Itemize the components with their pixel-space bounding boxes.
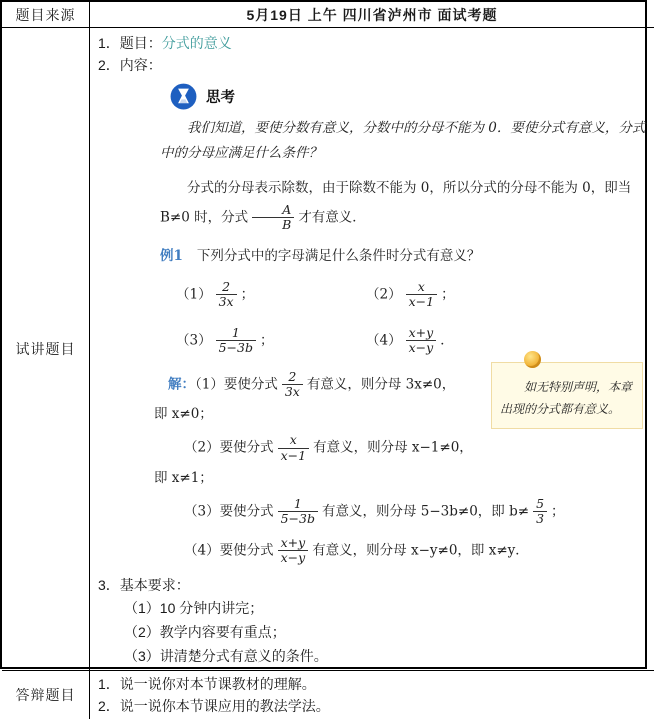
textbook-excerpt — [154, 116, 646, 565]
fraction-x-over-x-1-sol: $\frac{x}{x-1}$ — [278, 433, 309, 463]
defense-item-2: 2．说一说你本节课应用的教法学法。 — [98, 698, 330, 715]
lecture-content-cell — [90, 28, 654, 671]
explanation-paragraph: 分式的分母表示除数，由于除数不能为 0，所以分式的分母不能为 0，即当 B≠0 时，分式 $\frac{A}{B}$ 才有意义． — [160, 180, 632, 233]
requirements-heading: 3．基本要求： — [98, 577, 190, 594]
solution-step-4: （4）要使分式 $\frac{x+y}{x-y}$ 有意义，则分母 x−y≠0，即 x≠y． — [184, 534, 529, 565]
example-items — [176, 280, 646, 356]
source-label-cell — [2, 2, 90, 28]
fraction-2-over-3x: $\frac{2}{3x}$ — [216, 280, 237, 310]
exam-title: 5月19日 上午 四川省泸州市 面试考题 — [246, 6, 498, 23]
header-title-cell — [90, 2, 654, 28]
lecture-label-cell — [2, 28, 90, 671]
solution-step-2-cont: 即 x≠1； — [154, 469, 213, 486]
fraction-1-over-5-3b-sol: $\frac{1}{5-3b}$ — [278, 497, 318, 527]
topic-title: 分式的意义 — [161, 35, 232, 51]
defense-item-1: 1．说一说你对本节课教材的理解。 — [98, 676, 316, 693]
requirement-3: （3）讲清楚分式有意义的条件。 — [124, 647, 328, 664]
topic-prefix: 1．题目： — [98, 35, 162, 51]
content-heading: 2．内容： — [98, 56, 162, 73]
margin-note-text: 如无特别声明，本章出现的分式都有意义。 — [500, 380, 633, 416]
example-label: 例1 — [160, 248, 183, 265]
fraction-5-over-3: $\frac{5}{3}$ — [533, 497, 547, 527]
example-item-3: （3） $\frac{1}{5-3b}$ ； — [176, 324, 274, 356]
solution-step-1: 解：（1）要使分式 $\frac{2}{3x}$ 有意义，则分母 3x≠0， — [168, 368, 456, 399]
think-icon — [170, 83, 197, 110]
requirement-1: （1）10 分钟内讲完； — [124, 599, 264, 616]
fraction-a-over-b: $\frac{A}{B}$ — [252, 203, 294, 233]
fraction-2-over-3x-sol: $\frac{2}{3x}$ — [282, 370, 303, 400]
margin-note — [491, 362, 643, 429]
bulb-icon — [524, 351, 541, 368]
fraction-xy-over-xy-sol: $\frac{x+y}{x-y}$ — [278, 536, 309, 566]
fraction-x-over-x-1: $\frac{x}{x-1}$ — [406, 280, 437, 310]
think-header — [170, 83, 646, 110]
think-question-paragraph: 我们知道，要使分数有意义，分数中的分母不能为 0．要使分式有意义，分式中的分母应满足什么条件？ — [160, 120, 646, 162]
solution-step-2: （2）要使分式 $\frac{x}{x-1}$ 有意义，则分母 x−1≠0， — [184, 432, 473, 463]
lecture-label: 试讲题目 — [15, 341, 76, 358]
example-item-4: （4） $\frac{x+y}{x-y}$ ． — [366, 324, 454, 356]
defense-content-cell — [90, 671, 654, 719]
example-item-2: （2） $\frac{x}{x-1}$ ； — [366, 279, 455, 310]
example-item-1: （1） $\frac{2}{3x}$ ； — [176, 279, 255, 310]
requirement-2: （2）教学内容要有重点； — [124, 623, 286, 640]
solution-step-3: （3）要使分式 $\frac{1}{5-3b}$ 有意义，则分母 5−3b≠0，即 b≠ $\frac{5}{3}$ ； — [184, 495, 565, 527]
fraction-xy-over-xy: $\frac{x+y}{x-y}$ — [406, 326, 437, 356]
defense-label: 答辩题目 — [15, 687, 76, 704]
example-question: 下列分式中的字母满足什么条件时分式有意义？ — [196, 248, 481, 265]
example-heading — [160, 246, 646, 268]
topic-line — [98, 33, 646, 55]
solution-label: 解： — [168, 375, 195, 392]
fraction-1-over-5-3b: $\frac{1}{5-3b}$ — [216, 326, 256, 356]
defense-label-cell — [2, 671, 90, 719]
solution-step-1-cont: 即 x≠0； — [154, 406, 213, 423]
think-label: 思考 — [206, 90, 235, 107]
source-label: 题目来源 — [15, 6, 76, 23]
